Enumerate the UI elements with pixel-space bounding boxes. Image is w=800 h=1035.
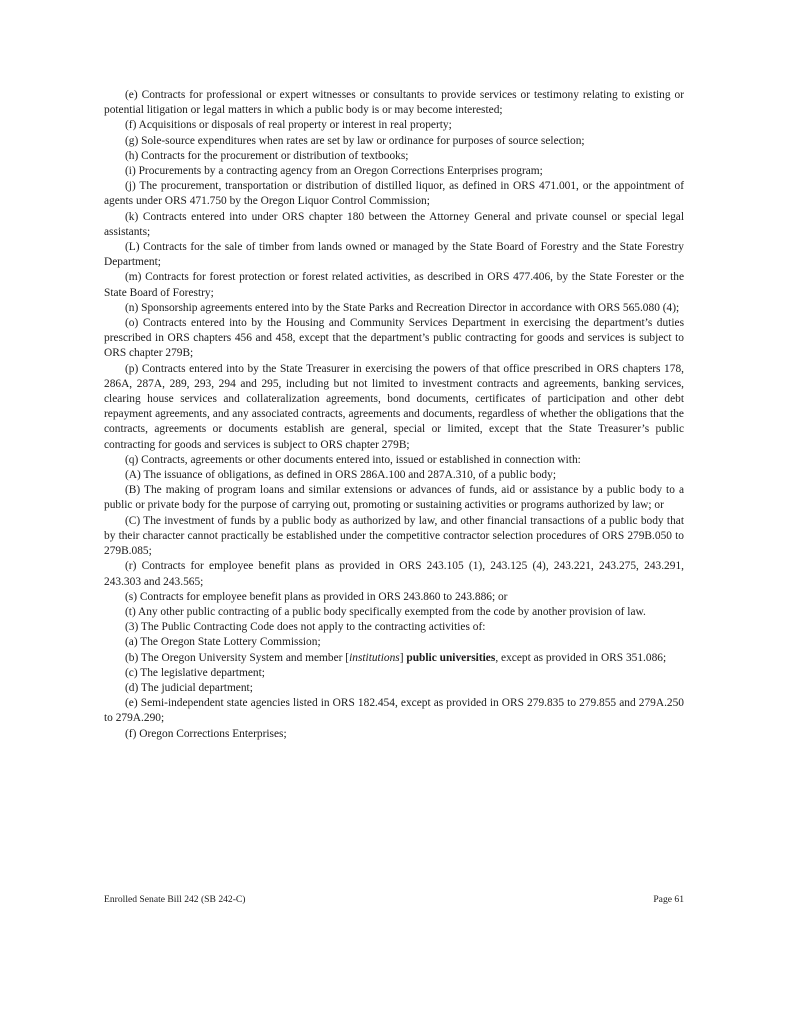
paragraph-l-timber: (L) Contracts for the sale of timber from lands owned or managed by the State Board of Forestry and the State Forestry Department; bbox=[104, 241, 684, 269]
paragraph-s-benefit-plans: (s) Contracts for employee benefit plans as provided in ORS 243.860 to 243.886; or bbox=[125, 590, 508, 603]
paragraph-e-witnesses: (e) Contracts for professional or expert witnesses or consultants to provide services or testimony relating to existing or potential litigation or legal matters in which a public body is or may become interested; bbox=[104, 89, 684, 117]
paragraph-b-text-start: (b) The Oregon University System and member [ bbox=[125, 651, 350, 664]
paragraph-g-sole-source: (g) Sole-source expenditures when rates are set by law or ordinance for purposes of source selection; bbox=[125, 134, 585, 147]
paragraph-m-forest-protection: (m) Contracts for forest protection or forest related activities, as described in ORS 477.406, by the State Forester or the State Board of Forestry; bbox=[104, 271, 684, 299]
paragraph-i-corrections: (i) Procurements by a contracting agency from an Oregon Corrections Enterprises program; bbox=[125, 165, 543, 178]
paragraph-o-housing: (o) Contracts entered into by the Housing and Community Services Department in exercising the department’s duties prescribed in ORS chapters 456 and 458, except that the department’s public contracting for goods and services is subject to ORS chapter 279B; bbox=[104, 317, 684, 360]
paragraph-b-text-mid: ] bbox=[399, 651, 407, 664]
paragraph-d-judicial: (d) The judicial department; bbox=[125, 681, 253, 694]
paragraph-f-corrections-enterprises: (f) Oregon Corrections Enterprises; bbox=[125, 727, 287, 740]
paragraph-3-not-apply: (3) The Public Contracting Code does not apply to the contracting activities of: bbox=[125, 621, 486, 634]
paragraph-q-c-investment: (C) The investment of funds by a public body as authorized by law, and other financial transactions of a public body that by their character cannot practically be established under the competitive contractor selection procedures of ORS 279B.050 to 279B.085; bbox=[104, 514, 684, 558]
paragraph-r-benefit-plans: (r) Contracts for employee benefit plans as provided in ORS 243.105 (1), 243.125 (4), 243.221, 243.275, 243.291, 243.303 and 243.565; bbox=[104, 560, 684, 588]
paragraph-q-b-program-loans: (B) The making of program loans and similar extensions or advances of funds, aid or assistance by a public body to a public or private body for the purpose of carrying out, promoting or sustaining activities or programs authorized by law; or bbox=[104, 484, 684, 512]
paragraph-t-other: (t) Any other public contracting of a public body specifically exempted from the code by another provision of law. bbox=[125, 605, 646, 618]
paragraph-b-university bbox=[104, 651, 684, 666]
paragraph-q-obligations: (q) Contracts, agreements or other documents entered into, issued or established in connection with: bbox=[125, 453, 581, 466]
page-footer bbox=[104, 894, 684, 905]
paragraph-k-attorney-general: (k) Contracts entered into under ORS chapter 180 between the Attorney General and private counsel or special legal assistants; bbox=[104, 210, 684, 238]
paragraph-h-textbooks: (h) Contracts for the procurement or distribution of textbooks; bbox=[125, 149, 409, 162]
paragraph-a-lottery: (a) The Oregon State Lottery Commission; bbox=[125, 636, 321, 649]
bill-identifier: Enrolled Senate Bill 242 (SB 242-C) bbox=[104, 894, 246, 905]
document-body bbox=[104, 88, 684, 742]
paragraph-c-legislative: (c) The legislative department; bbox=[125, 666, 265, 679]
paragraph-e-semi-independent: (e) Semi-independent state agencies listed in ORS 182.454, except as provided in ORS 279.835 to 279.855 and 279A.250 to 279A.290; bbox=[104, 697, 684, 725]
page-number: Page 61 bbox=[653, 894, 684, 905]
paragraph-b-text-end: , except as provided in ORS 351.086; bbox=[495, 651, 667, 664]
paragraph-j-liquor: (j) The procurement, transportation or distribution of distilled liquor, as defined in ORS 471.001, or the appointment of agents under ORS 471.750 by the Oregon Liquor Control Commission; bbox=[104, 180, 684, 208]
paragraph-f-real-property: (f) Acquisitions or disposals of real property or interest in real property; bbox=[125, 119, 452, 132]
inserted-text-public-universities: public universities bbox=[406, 651, 496, 664]
paragraph-q-a-issuance: (A) The issuance of obligations, as defined in ORS 286A.100 and 287A.310, of a public body; bbox=[125, 469, 556, 482]
deleted-text-institutions: institutions bbox=[349, 651, 400, 664]
paragraph-p-treasurer: (p) Contracts entered into by the State Treasurer in exercising the powers of that office prescribed in ORS chapters 178, 286A, 287A, 289, 293, 294 and 295, including but not limited to investment contracts and agreements, banking services, clearing house services and collateralization agreements, bond documents, certificates of participation and other debt repayment agreements, and any associated contracts, agreements and documents, regardless of whether the obligations that the contracts, agreements or documents establish are general, special or limited, except that the State Treasurer’s public contracting for goods and services is subject to ORS chapter 279B; bbox=[104, 362, 684, 451]
paragraph-n-sponsorship: (n) Sponsorship agreements entered into by the State Parks and Recreation Director in accordance with ORS 565.080 (4); bbox=[125, 301, 680, 314]
